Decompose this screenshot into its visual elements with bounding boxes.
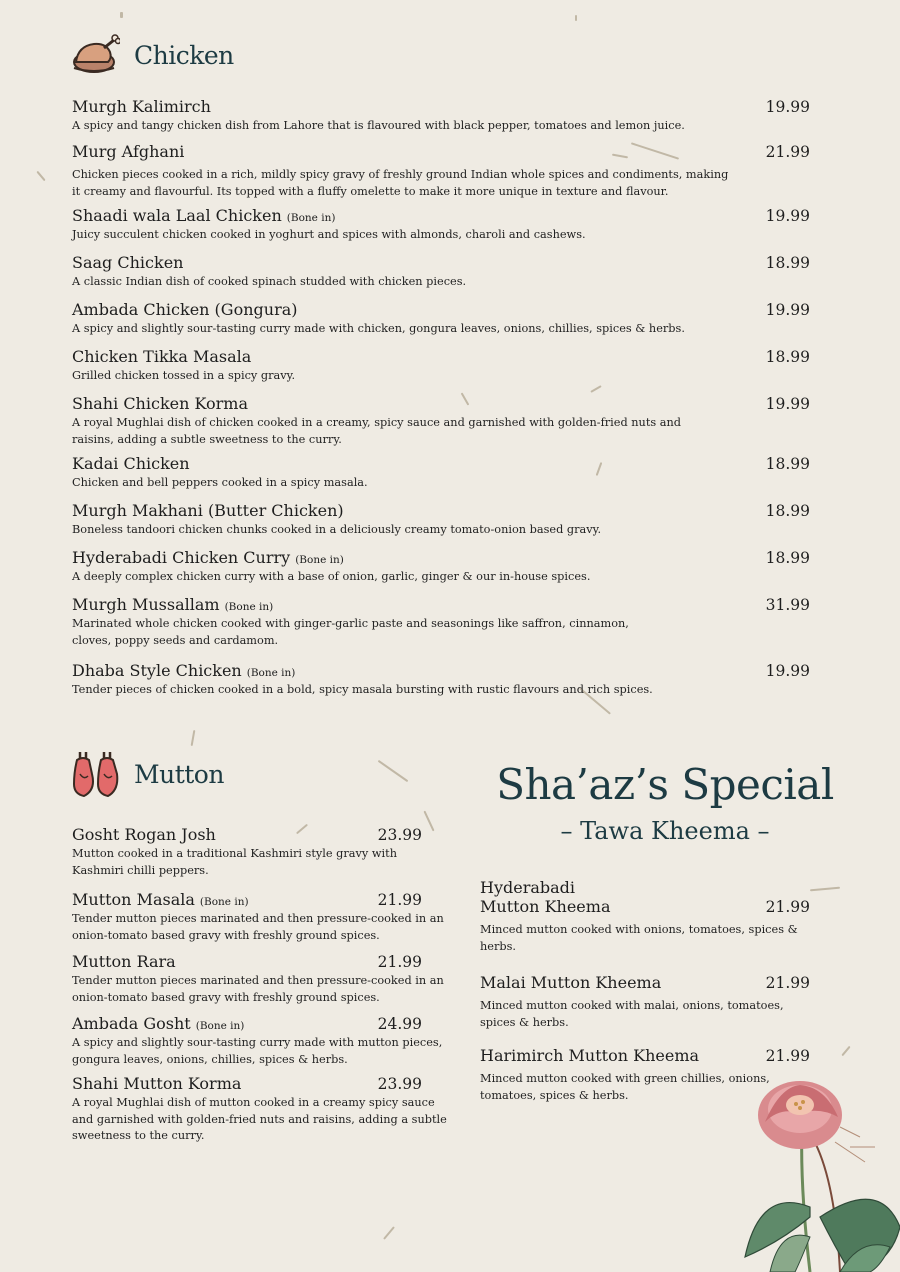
item-name: Malai Mutton Kheema — [480, 973, 662, 992]
mutton-item — [72, 1074, 447, 1145]
item-description: A spicy and tangy chicken dish from Lahore that is flavoured with black pepper, tomatoes and lemon juice. — [72, 119, 685, 132]
item-name: Shahi Mutton Korma — [72, 1074, 242, 1093]
item-name: Ambada Gosht — [72, 1014, 191, 1033]
item-price: 21.99 — [765, 143, 810, 161]
item-name: Hyderabadi Chicken Curry — [72, 548, 291, 567]
item-price: 18.99 — [765, 254, 810, 272]
item-name: Kadai Chicken — [72, 454, 190, 473]
item-description: Tender mutton pieces marinated and then pressure-cooked in an onion-tomato based gravy with freshly ground spices. — [72, 974, 444, 1004]
item-description: Mutton cooked in a traditional Kashmiri style gravy with Kashmiri chilli peppers. — [72, 847, 397, 877]
mutton-item — [72, 952, 444, 1006]
item-price: 21.99 — [377, 891, 422, 909]
item-description: A royal Mughlai dish of chicken cooked in a creamy, spicy sauce and garnished with golden-fried nuts and raisins, adding a subtle sweetness to the curry. — [72, 416, 682, 446]
chicken-item — [72, 97, 810, 135]
item-description: Boneless tandoori chicken chunks cooked in a deliciously creamy tomato-onion based gravy. — [72, 523, 602, 536]
item-note: (Bone in) — [295, 554, 344, 566]
chicken-section-title: Chicken — [134, 40, 234, 70]
chicken-item — [72, 142, 810, 200]
peony-flower-illustration — [740, 1067, 900, 1272]
special-section-title: Sha’az’s Special — [496, 760, 834, 809]
item-name: Mutton Masala — [72, 890, 195, 909]
item-price: 19.99 — [765, 395, 810, 413]
item-name: Saag Chicken — [72, 253, 184, 272]
item-price: 19.99 — [765, 98, 810, 116]
chicken-item — [72, 548, 810, 586]
item-price: 19.99 — [765, 662, 810, 680]
item-note: (Bone in) — [195, 1020, 245, 1032]
item-description: Tender mutton pieces marinated and then pressure-cooked in an onion-tomato based gravy with freshly ground spices. — [72, 912, 444, 942]
item-name: Murg Afghani — [72, 142, 185, 161]
mutton-section-title: Mutton — [134, 759, 224, 789]
item-name: Chicken Tikka Masala — [72, 347, 252, 366]
item-name: Murgh Kalimirch — [72, 97, 211, 116]
item-price: 23.99 — [377, 1075, 422, 1093]
mutton-item — [72, 1014, 443, 1068]
chicken-item — [72, 253, 810, 291]
item-price: 19.99 — [765, 207, 810, 225]
item-description: A deeply complex chicken curry with a base of onion, garlic, ginger & our in-house spices. — [72, 570, 591, 583]
item-description: Juicy succulent chicken cooked in yoghurt and spices with almonds, charoli and cashews. — [72, 228, 586, 241]
item-price: 21.99 — [765, 1047, 810, 1065]
item-name: Murgh Makhani (Butter Chicken) — [72, 501, 344, 520]
item-price: 18.99 — [765, 502, 810, 520]
item-price: 18.99 — [765, 549, 810, 567]
item-description: Minced mutton cooked with green chillies, onions, tomatoes, spices & herbs. — [480, 1072, 770, 1102]
item-name: Mutton Kheema — [480, 897, 611, 916]
chicken-item — [72, 347, 810, 385]
item-note: (Bone in) — [286, 212, 336, 224]
chicken-section-header — [72, 34, 234, 76]
item-price: 24.99 — [377, 1015, 422, 1033]
item-description: Chicken and bell peppers cooked in a spicy masala. — [72, 476, 368, 489]
item-name-line1: Hyderabadi — [480, 878, 576, 897]
mutton-leg-icon — [72, 750, 120, 798]
chicken-item — [72, 394, 810, 448]
special-item — [480, 878, 810, 955]
item-name: Gosht Rogan Josh — [72, 825, 216, 844]
mutton-section-header — [72, 750, 224, 798]
item-description: A spicy and slightly sour-tasting curry made with mutton pieces, gongura leaves, onions, chillies, spices & herbs. — [72, 1036, 443, 1066]
item-description: A royal Mughlai dish of mutton cooked in a creamy spicy sauce and garnished with golden-fried nuts and raisins, adding a subtle sweetness to the curry. — [72, 1096, 447, 1142]
item-description: Chicken pieces cooked in a rich, mildly spicy gravy of freshly ground Indian whole spices and condiments, making it creamy and flavourful. Its topped with a fluffy omelette to make it more unique in texture and flavour. — [72, 168, 729, 198]
item-name: Harimirch Mutton Kheema — [480, 1046, 700, 1065]
item-name: Ambada Chicken (Gongura) — [72, 300, 298, 319]
mutton-item — [72, 890, 444, 944]
item-price: 21.99 — [377, 953, 422, 971]
item-name: Dhaba Style Chicken — [72, 661, 242, 680]
item-price: 21.99 — [765, 898, 810, 916]
item-name: Murgh Mussallam — [72, 595, 220, 614]
special-item — [480, 973, 810, 1031]
item-note: (Bone in) — [224, 601, 274, 613]
chicken-item — [72, 595, 810, 649]
mutton-item — [72, 825, 422, 879]
item-price: 18.99 — [765, 455, 810, 473]
item-price: 21.99 — [765, 974, 810, 992]
item-description: Minced mutton cooked with onions, tomatoes, spices & herbs. — [480, 923, 798, 953]
chicken-item — [72, 501, 810, 539]
item-description: Tender pieces of chicken cooked in a bold, spicy masala bursting with rustic flavours and rich spices. — [72, 683, 653, 696]
item-description: Grilled chicken tossed in a spicy gravy. — [72, 369, 296, 382]
item-description: A classic Indian dish of cooked spinach studded with chicken pieces. — [72, 275, 467, 288]
item-description: Marinated whole chicken cooked with ginger-garlic paste and seasonings like saffron, cinnamon, cloves, poppy seeds and cardamom. — [72, 617, 629, 647]
item-name: Mutton Rara — [72, 952, 176, 971]
item-note: (Bone in) — [246, 667, 296, 679]
item-price: 31.99 — [765, 596, 810, 614]
item-price: 18.99 — [765, 348, 810, 366]
chicken-item — [72, 300, 810, 338]
item-name: Shaadi wala Laal Chicken — [72, 206, 282, 225]
chicken-item — [72, 454, 810, 492]
roast-chicken-icon — [72, 34, 120, 76]
item-name: Shahi Chicken Korma — [72, 394, 249, 413]
item-price: 23.99 — [377, 826, 422, 844]
item-description: Minced mutton cooked with malai, onions, tomatoes, spices & herbs. — [480, 999, 784, 1029]
chicken-item — [72, 206, 810, 244]
chicken-item — [72, 661, 810, 699]
item-description: A spicy and slightly sour-tasting curry made with chicken, gongura leaves, onions, chillies, spices & herbs. — [72, 322, 685, 335]
special-section-subtitle: – Tawa Kheema – — [560, 817, 770, 845]
item-price: 19.99 — [765, 301, 810, 319]
item-note: (Bone in) — [199, 896, 249, 908]
